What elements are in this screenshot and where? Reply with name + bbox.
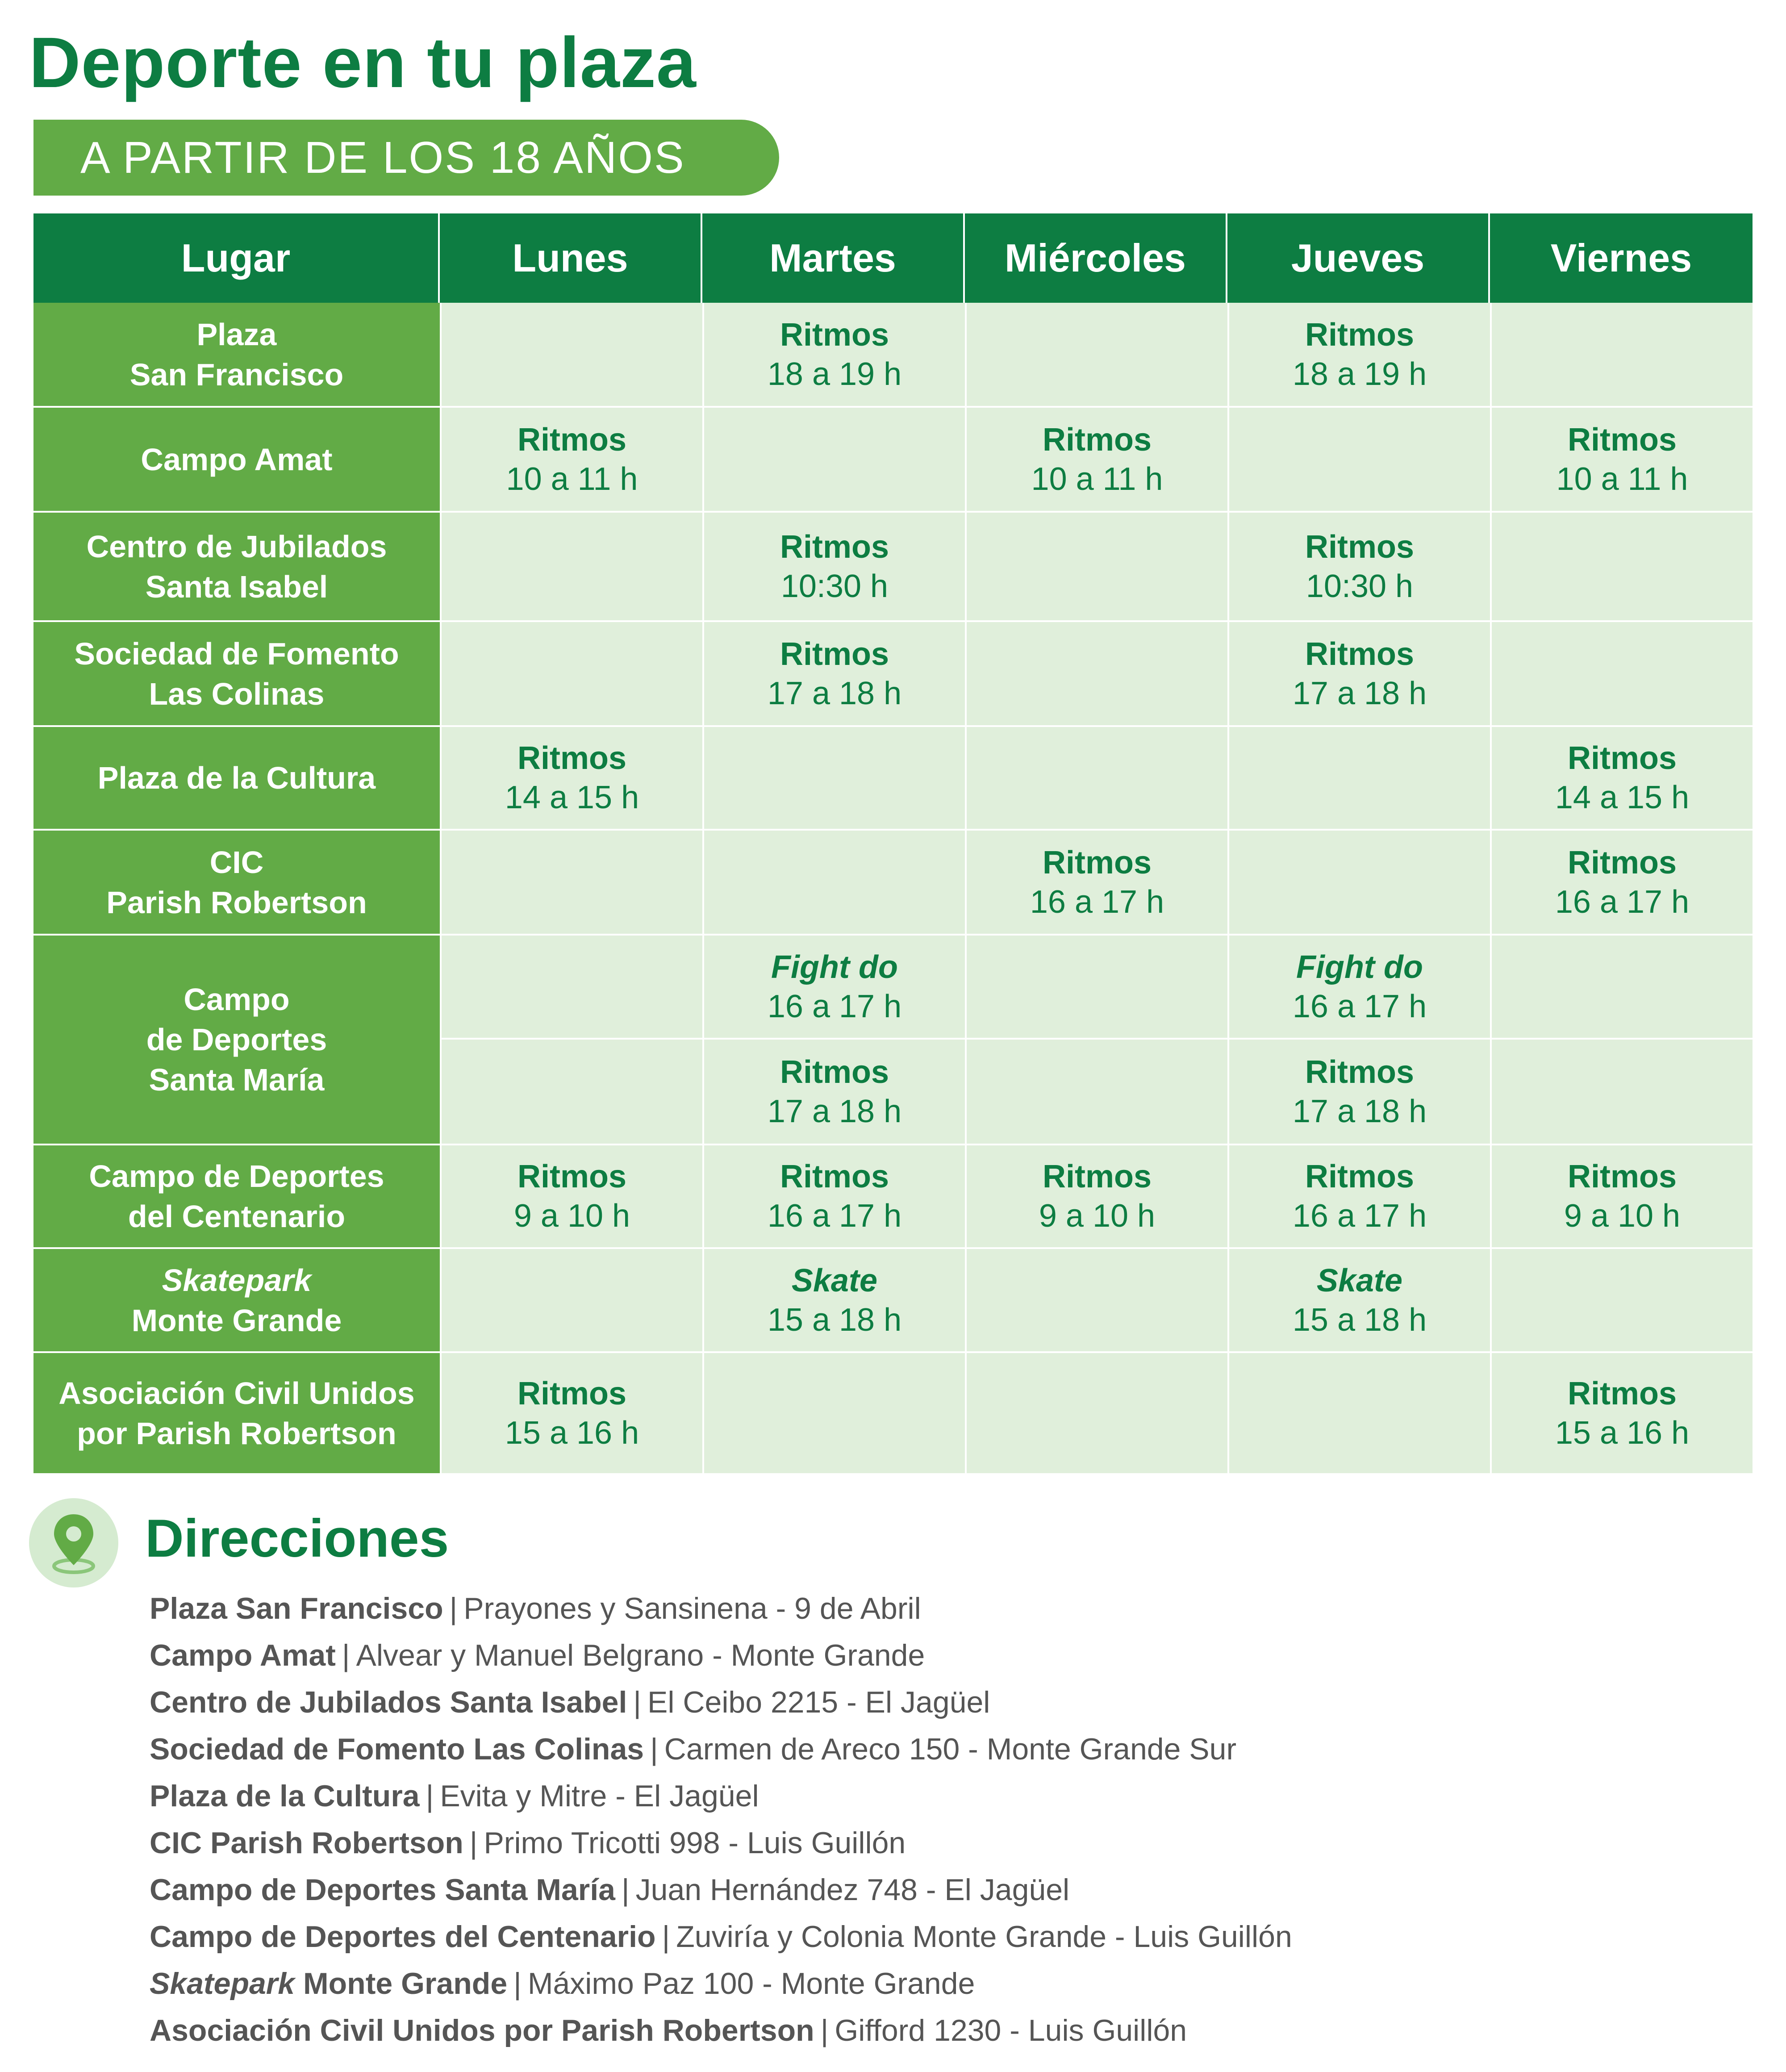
list-item: Skatepark Monte Grande | Máximo Paz 100 - Monte Grande	[150, 1967, 975, 2001]
schedule-cell: Ritmos 15 a 16 h	[440, 1353, 702, 1473]
schedule-cell: Ritmos 17 a 18 h	[1227, 622, 1490, 727]
schedule-cell	[1490, 1040, 1753, 1145]
schedule-cell: Ritmos 18 a 19 h	[702, 303, 965, 408]
schedule-cell: Ritmos 10 a 11 h	[965, 408, 1227, 513]
header-lunes: Lunes	[440, 213, 702, 303]
list-item: CIC Parish Robertson | Primo Tricotti 998 - Luis Guillón	[150, 1826, 906, 1860]
header-jueves: Jueves	[1227, 213, 1490, 303]
schedule-cell	[1490, 513, 1753, 622]
list-item: Campo de Deportes Santa María | Juan Hernández 748 - El Jagüel	[150, 1873, 1070, 1907]
schedule-cell: Ritmos 10:30 h	[1227, 513, 1490, 622]
place-skatepark: Skatepark Monte Grande	[33, 1249, 440, 1353]
schedule-cell: Ritmos 18 a 19 h	[1227, 303, 1490, 408]
schedule-cell	[702, 727, 965, 831]
schedule-cell: Ritmos 15 a 16 h	[1490, 1353, 1753, 1473]
schedule-cell: Ritmos 10 a 11 h	[1490, 408, 1753, 513]
schedule-cell: Ritmos 16 a 17 h	[965, 831, 1227, 936]
schedule-cell	[702, 408, 965, 513]
schedule-cell: Ritmos 14 a 15 h	[1490, 727, 1753, 831]
header-miercoles: Miércoles	[965, 213, 1227, 303]
list-item: Centro de Jubilados Santa Isabel | El Ceibo 2215 - El Jagüel	[150, 1685, 990, 1719]
schedule-cell: Skate 15 a 18 h	[1227, 1249, 1490, 1353]
place-plaza-san-francisco: Plaza San Francisco	[33, 303, 440, 408]
schedule-cell	[965, 1249, 1227, 1353]
schedule-table	[33, 213, 1753, 1469]
location-pin-icon	[29, 1498, 118, 1587]
list-item: Asociación Civil Unidos por Parish Robertson | Gifford 1230 - Luis Guillón	[150, 2014, 1187, 2047]
schedule-cell	[965, 936, 1227, 1040]
schedule-cell	[965, 727, 1227, 831]
header-viernes: Viernes	[1490, 213, 1753, 303]
place-asociacion-civil: Asociación Civil Unidos por Parish Robertson	[33, 1353, 440, 1473]
schedule-cell: Ritmos 10:30 h	[702, 513, 965, 622]
schedule-cell: Skate 15 a 18 h	[702, 1249, 965, 1353]
age-badge-label: A PARTIR DE LOS 18 AÑOS	[80, 132, 685, 183]
schedule-cell	[440, 1040, 702, 1145]
header-lugar: Lugar	[33, 213, 440, 303]
directions-title: Direcciones	[145, 1508, 449, 1568]
schedule-cell	[1490, 1249, 1753, 1353]
schedule-cell	[965, 513, 1227, 622]
place-centro-jubilados: Centro de Jubilados Santa Isabel	[33, 513, 440, 622]
schedule-cell	[1227, 831, 1490, 936]
schedule-cell	[965, 303, 1227, 408]
schedule-cell: Ritmos 9 a 10 h	[965, 1145, 1227, 1249]
schedule-cell: Ritmos 9 a 10 h	[440, 1145, 702, 1249]
schedule-cell: Ritmos 17 a 18 h	[702, 1040, 965, 1145]
schedule-cell	[440, 1249, 702, 1353]
schedule-cell	[965, 622, 1227, 727]
schedule-cell	[440, 936, 702, 1040]
place-campo-amat: Campo Amat	[33, 408, 440, 513]
list-item: Campo Amat | Alvear y Manuel Belgrano - Monte Grande	[150, 1638, 925, 1672]
place-cic-parish: CIC Parish Robertson	[33, 831, 440, 936]
schedule-cell	[440, 513, 702, 622]
schedule-cell	[702, 1353, 965, 1473]
schedule-cell: Ritmos 16 a 17 h	[1490, 831, 1753, 936]
list-item: Plaza San Francisco | Prayones y Sansinena - 9 de Abril	[150, 1592, 921, 1625]
place-campo-santa-maria: Campo de Deportes Santa María	[33, 936, 440, 1145]
schedule-cell: Ritmos 17 a 18 h	[1227, 1040, 1490, 1145]
schedule-cell: Fight do 16 a 17 h	[1227, 936, 1490, 1040]
place-plaza-cultura: Plaza de la Cultura	[33, 727, 440, 831]
list-item: Plaza de la Cultura | Evita y Mitre - El Jagüel	[150, 1779, 759, 1813]
place-campo-centenario: Campo de Deportes del Centenario	[33, 1145, 440, 1249]
schedule-cell	[965, 1353, 1227, 1473]
schedule-cell	[1227, 408, 1490, 513]
place-sociedad-fomento: Sociedad de Fomento Las Colinas	[33, 622, 440, 727]
schedule-cell: Fight do 16 a 17 h	[702, 936, 965, 1040]
schedule-cell: Ritmos 17 a 18 h	[702, 622, 965, 727]
age-badge	[33, 120, 779, 196]
schedule-cell	[1490, 622, 1753, 727]
schedule-cell	[1490, 303, 1753, 408]
page-title: Deporte en tu plaza	[29, 22, 697, 102]
schedule-cell: Ritmos 10 a 11 h	[440, 408, 702, 513]
schedule-cell	[1490, 936, 1753, 1040]
schedule-cell: Ritmos 14 a 15 h	[440, 727, 702, 831]
schedule-cell	[440, 831, 702, 936]
schedule-cell: Ritmos 16 a 17 h	[1227, 1145, 1490, 1249]
list-item: Campo de Deportes del Centenario | Zuviría y Colonia Monte Grande - Luis Guillón	[150, 1920, 1292, 1954]
schedule-cell	[965, 1040, 1227, 1145]
schedule-cell	[1227, 727, 1490, 831]
address-list	[150, 1585, 1292, 2054]
schedule-cell	[702, 831, 965, 936]
schedule-cell	[1227, 1353, 1490, 1473]
schedule-cell: Ritmos 16 a 17 h	[702, 1145, 965, 1249]
schedule-cell: Ritmos 9 a 10 h	[1490, 1145, 1753, 1249]
schedule-cell	[440, 622, 702, 727]
list-item: Sociedad de Fomento Las Colinas | Carmen de Areco 150 - Monte Grande Sur	[150, 1732, 1237, 1766]
header-martes: Martes	[702, 213, 965, 303]
schedule-cell	[440, 303, 702, 408]
